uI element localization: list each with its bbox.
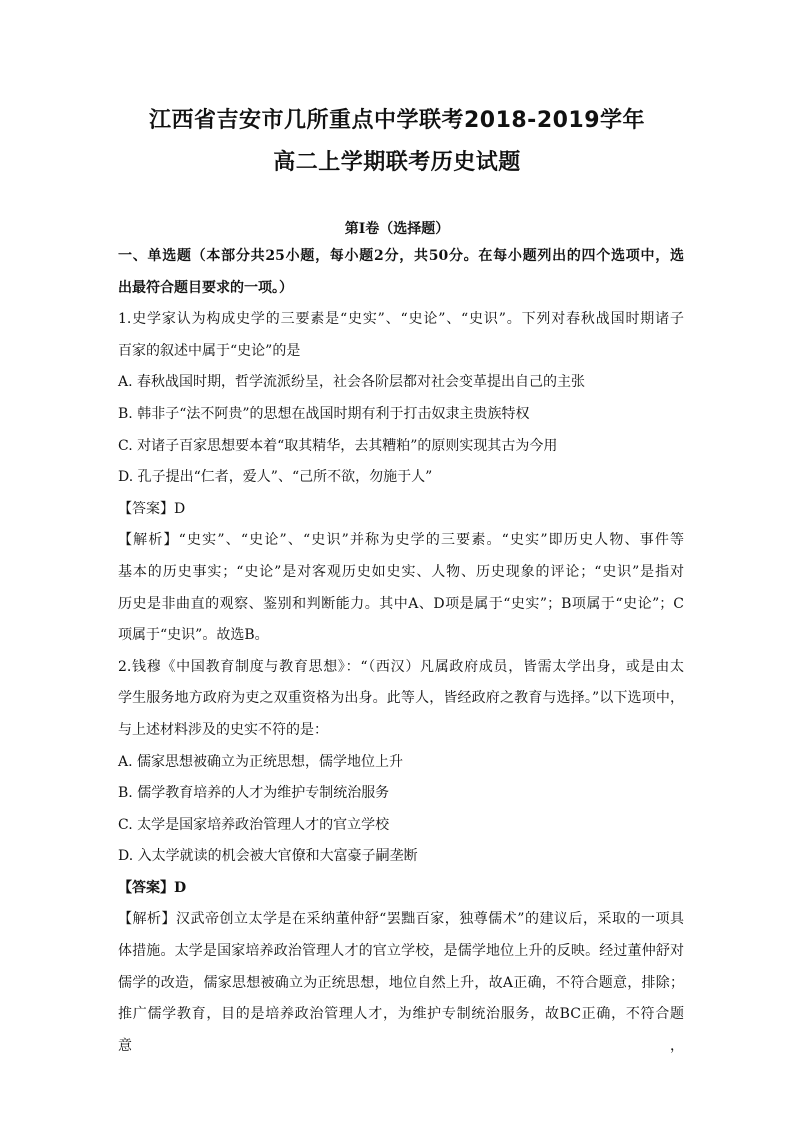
question-2-analysis-line: 体措施。太学是国家培养政治管理人才的官立学校，是儒学地位上升的反映。经过董仲舒对 xyxy=(118,943,684,960)
question-1-stem-line: 百家的叙述中属于“史论”的是 xyxy=(118,342,301,359)
question-2-analysis-line: 儒学的改造，儒家思想被确立为正统思想，地位自然上升，故A正确，不符合题意，排除； xyxy=(118,974,684,991)
question-2-stem-line: 学生服务地方政府为吏之双重资格为出身。此等人，皆经政府之教育与选择。”以下选项中， xyxy=(118,690,684,707)
document-title-line2: 高二上学期联考历史试题 xyxy=(273,150,521,175)
question-2-option-d: D. 入太学就读的机会被大官僚和大富豪子嗣垄断 xyxy=(118,848,418,865)
question-2-option-b: B. 儒学教育培养的人才为维护专制统治服务 xyxy=(118,785,390,802)
question-1-option-d: D. 孔子提出“仁者，爱人”、“己所不欲，勿施于人” xyxy=(118,469,433,486)
question-2-analysis-line: 【解析】汉武帝创立太学是在采纳董仲舒“罢黜百家，独尊儒术”的建议后，采取的一项具 xyxy=(118,911,684,928)
question-1-analysis-line: 历史是非曲直的观察、鉴别和判断能力。其中A、D项是属于“史实”；B项属于“史论”；C xyxy=(118,595,684,612)
question-2-answer: 【答案】D xyxy=(118,879,187,896)
question-1-option-c: C. 对诸子百家思想要本着“取其精华，去其糟粕”的原则实现其古为今用 xyxy=(118,437,558,454)
question-1-analysis-line: 项属于“史识”。故选B。 xyxy=(118,627,269,644)
document-body xyxy=(118,241,684,1054)
instructions-line: 一、单选题（本部分共25小题，每小题2分，共50分。在每小题列出的四个选项中，选 xyxy=(118,248,684,264)
question-2-analysis-line: 推广儒学教育，目的是培养政治管理人才，为维护专制统治服务，故BC正确，不符合题意， xyxy=(118,1006,684,1054)
question-1-option-b: B. 韩非子“法不阿贵”的思想在战国时期有利于打击奴隶主贵族特权 xyxy=(118,405,530,422)
question-1-stem-line: 1.史学家认为构成史学的三要素是“史实”、“史论”、“史识”。下列对春秋战国时期诸子 xyxy=(118,311,684,328)
instructions-line: 出最符合题目要求的一项。） xyxy=(118,279,293,296)
question-1-analysis-line: 基本的历史事实；“史论”是对客观历史如史实、人物、历史现象的评论；“史识”是指对 xyxy=(118,563,684,580)
section-title: 第I卷（选择题） xyxy=(344,221,450,237)
question-1-analysis-line: 【解析】“史实”、“史论”、“史识”并称为史学的三要素。“史实”即历史人物、事件等 xyxy=(118,532,684,549)
question-2-stem-line: 2.钱穆《中国教育制度与教育思想》：“（西汉）凡属政府成员，皆需太学出身，或是由太 xyxy=(118,658,684,675)
question-2-option-c: C. 太学是国家培养政治管理人才的官立学校 xyxy=(118,816,390,833)
question-2-option-a: A. 儒家思想被确立为正统思想，儒学地位上升 xyxy=(118,753,404,770)
document-title-line1: 江西省吉安市几所重点中学联考2018-2019学年 xyxy=(148,108,646,133)
question-1-answer: 【答案】D xyxy=(118,500,186,517)
question-1-option-a: A. 春秋战国时期，哲学流派纷呈，社会各阶层都对社会变革提出自己的主张 xyxy=(118,374,586,391)
question-2-stem-line: 与上述材料涉及的史实不符的是： xyxy=(118,721,328,738)
